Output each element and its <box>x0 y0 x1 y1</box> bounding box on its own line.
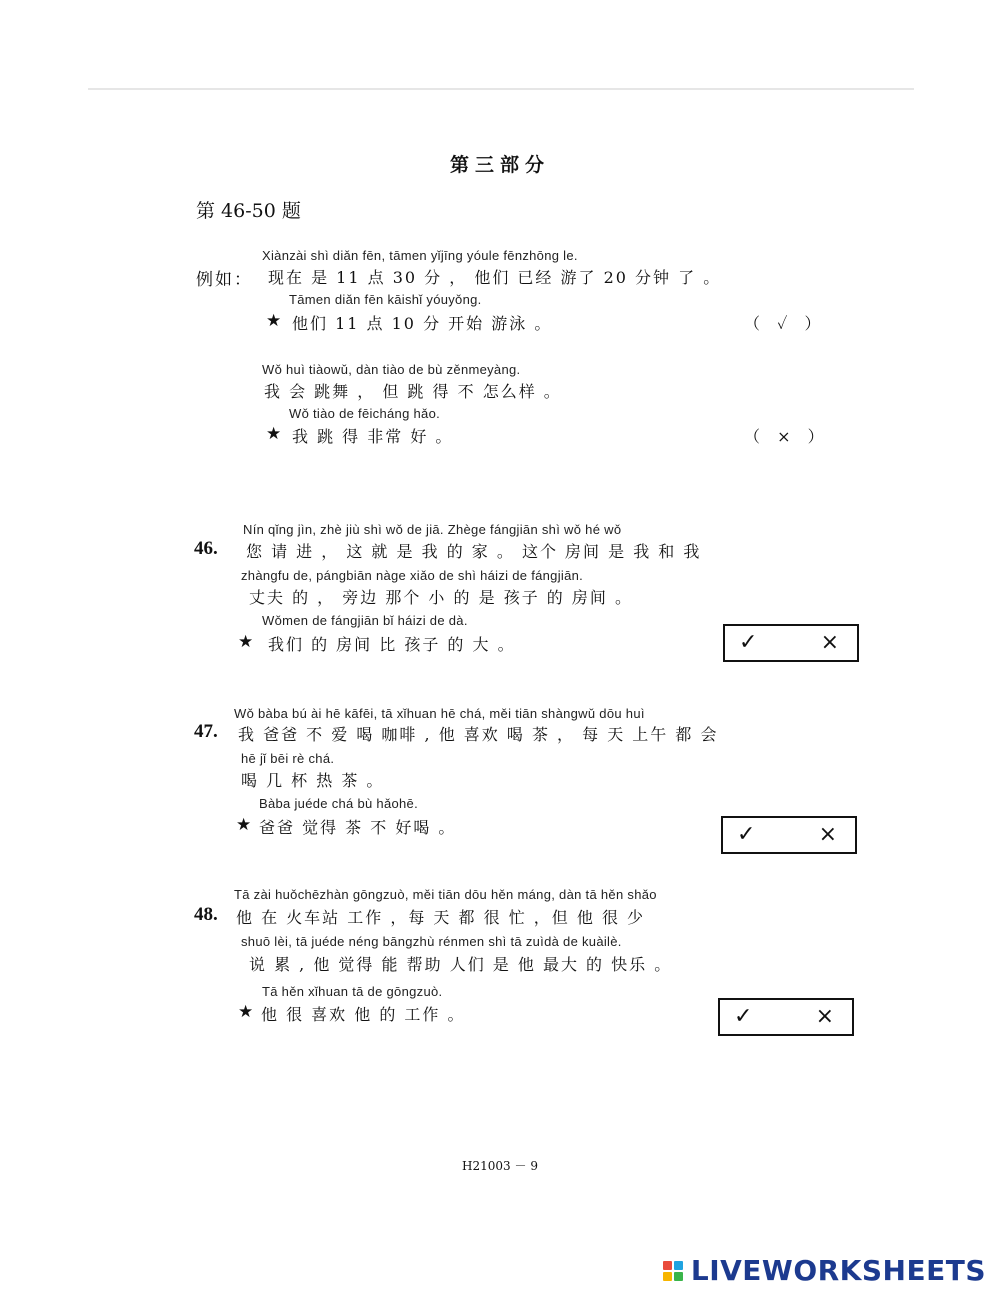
example-star2-pinyin: Wǒ tiào de fēicháng hǎo. <box>289 406 441 421</box>
q47-number: 47. <box>194 721 218 742</box>
q48-statement-hanzi: 他 很 喜欢 他 的 工作 。 <box>261 1005 466 1024</box>
example-line2-pinyin: Wǒ huì tiàowǔ, dàn tiào de bù zěnmeyàng. <box>262 362 521 377</box>
q47-true-option[interactable]: ✓ <box>737 822 756 847</box>
section-title: 第三部分 <box>449 154 550 176</box>
logo-square-red <box>663 1261 672 1270</box>
example-line2-hanzi: 我 会 跳舞 ， 但 跳 得 不 怎么样 。 <box>264 382 562 401</box>
brand-name: LIVEWORKSHEETS <box>690 1254 986 1287</box>
q46-true-option[interactable]: ✓ <box>739 630 758 655</box>
q46-pinyin-1: Nín qǐng jìn, zhè jiù shì wǒ de jiā. Zhège fángjiān shì wǒ hé wǒ <box>243 522 622 537</box>
example-false-mark: （ × ） <box>744 427 830 446</box>
q46-pinyin-2: zhàngfu de, pángbiān nàge xiǎo de shì háizi de fángjiān. <box>241 568 584 583</box>
q47-pinyin-2: hē jǐ bēi rè chá. <box>241 751 335 766</box>
liveworksheets-brand[interactable] <box>663 1254 986 1287</box>
q46-statement-hanzi: 我们 的 房间 比 孩子 的 大 。 <box>268 635 516 654</box>
logo-square-green <box>674 1272 683 1281</box>
q48-true-option[interactable]: ✓ <box>734 1004 753 1029</box>
liveworksheets-logo-icon <box>663 1261 683 1281</box>
q48-hanzi-2: 说 累 , 他 觉得 能 帮助 人们 是 他 最大 的 快乐 。 <box>249 955 673 974</box>
example-true-mark: （ ✓ ） <box>744 314 827 333</box>
q48-answer-box <box>718 998 854 1036</box>
star-icon: ★ <box>266 424 282 444</box>
example-star1-hanzi: 他们 11 点 10 分 开始 游泳 。 <box>292 314 553 333</box>
q46-statement-pinyin: Wǒmen de fángjiān bǐ háizi de dà. <box>262 613 468 628</box>
q47-false-option[interactable]: × <box>818 822 837 847</box>
example-star1-pinyin: Tāmen diǎn fēn kāishǐ yóuyǒng. <box>289 292 482 307</box>
q48-number: 48. <box>194 904 218 925</box>
q47-answer-box <box>721 816 857 854</box>
q47-hanzi-2: 喝 几 杯 热 茶 。 <box>241 771 385 790</box>
q47-hanzi-1: 我 爸爸 不 爱 喝 咖啡 , 他 喜欢 喝 茶 ， 每 天 上午 都 会 <box>238 725 719 744</box>
star-icon: ★ <box>238 632 254 652</box>
q46-hanzi-1: 您 请 进 ， 这 就 是 我 的 家 。 这个 房间 是 我 和 我 <box>246 542 702 561</box>
q48-hanzi-1: 他 在 火车站 工作 ，每 天 都 很 忙 ，但 他 很 少 <box>236 908 646 927</box>
q46-number: 46. <box>194 538 218 559</box>
example-label: 例如： <box>196 270 253 290</box>
q48-pinyin-1: Tā zài huǒchēzhàn gōngzuò, měi tiān dōu hěn máng, dàn tā hěn shǎo <box>234 887 657 902</box>
question-range: 第 46-50 题 <box>196 200 301 222</box>
star-icon: ★ <box>236 815 252 835</box>
example-line1-hanzi: 现在 是 11 点 30 分 ， 他们 已经 游了 20 分钟 了 。 <box>268 268 722 287</box>
example-star2-hanzi: 我 跳 得 非常 好 。 <box>292 427 454 446</box>
star-icon: ★ <box>266 311 282 331</box>
q48-pinyin-2: shuō lèi, tā juéde néng bāngzhù rénmen shì tā zuìdà de kuàilè. <box>241 934 622 949</box>
q46-answer-box <box>723 624 859 662</box>
star-icon: ★ <box>238 1002 254 1022</box>
logo-square-blue <box>674 1261 683 1270</box>
q46-false-option[interactable]: × <box>820 630 839 655</box>
logo-square-yellow <box>663 1272 672 1281</box>
page-top-divider <box>88 88 914 90</box>
q48-false-option[interactable]: × <box>815 1004 834 1029</box>
q47-statement-pinyin: Bàba juéde chá bù hǎohē. <box>259 796 418 811</box>
q47-statement-hanzi: 爸爸 觉得 茶 不 好喝 。 <box>259 818 457 837</box>
page-code: H21003 － 9 <box>462 1159 538 1173</box>
q46-hanzi-2: 丈夫 的 ， 旁边 那个 小 的 是 孩子 的 房间 。 <box>249 588 633 607</box>
q48-statement-pinyin: Tā hěn xǐhuan tā de gōngzuò. <box>262 984 443 999</box>
example-line1-pinyin: Xiànzài shì diǎn fēn, tāmen yǐjīng yóule fēnzhōng le. <box>262 248 578 263</box>
q47-pinyin-1: Wǒ bàba bú ài hē kāfēi, tā xǐhuan hē chá, měi tiān shàngwǔ dōu huì <box>234 706 645 721</box>
